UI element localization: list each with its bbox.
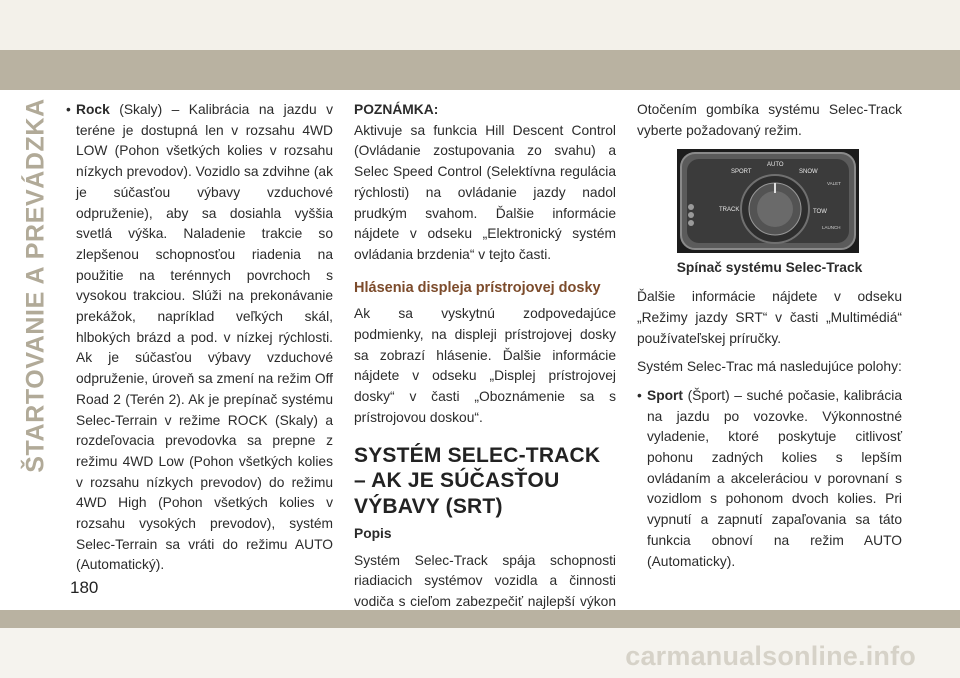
sport-term: Sport bbox=[647, 387, 684, 403]
figure-caption: Spínač systému Selec-Track bbox=[676, 260, 863, 276]
page-number: 180 bbox=[70, 578, 99, 597]
label-snow: SNOW bbox=[799, 169, 818, 176]
top-band bbox=[0, 0, 960, 50]
note-title: POZNÁMKA: bbox=[354, 102, 439, 117]
label-auto: AUTO bbox=[767, 162, 784, 169]
note-text: Aktivuje sa funkcia Hill Descent Control (Ovládanie zostupovania zo svahu) a Selec Speed Control (Selektívna regulácia rýchlosti) na ovládanie jazdy nadol prudkým svahom. Ďalšie informácie nájdete v odseku „Elektronický systém ovládania brzdenia“ v tejto časti. bbox=[354, 122, 616, 262]
bullet-dot: • bbox=[66, 102, 71, 117]
selec-track-switch-image bbox=[677, 149, 859, 253]
sport-text: (Šport) – suché počasie, kalibrácia na jazdu po vozovke. Výkonnostné vyladenie, ktoré poskytuje citlivosť pohonu zadných kolies s lepším ovládaním a akceleráciou v porovnaní s vozidlom s pohonom dvoch kolies. Pri vypnutí a zapnutí zapaľovania sa táto funkcia obnoví na režim AUTO (Automaticky). bbox=[647, 387, 902, 569]
label-sport: SPORT bbox=[731, 169, 752, 176]
intro-text: Otočením gombíka systému Selec-Track vyberte požadovaný režim. bbox=[637, 102, 902, 138]
label-track: TRACK bbox=[719, 207, 740, 214]
column-3 bbox=[637, 100, 902, 572]
cluster-messages-heading: Hlásenia displeja prístrojovej dosky bbox=[354, 279, 601, 296]
sport-bullet bbox=[637, 386, 902, 572]
header-bar bbox=[0, 50, 960, 90]
more-info-text: Ďalšie informácie nájdete v odseku „Režimy jazdy SRT“ v časti „Multimédiá“ používateľskej príručky. bbox=[637, 289, 902, 346]
selec-track-switch-figure bbox=[677, 149, 859, 253]
positions-intro: Systém Selec-Trac má nasledujúce polohy: bbox=[637, 359, 902, 375]
rock-bullet bbox=[66, 100, 333, 576]
section-heading: SYSTÉM SELEC-TRACK – AK JE SÚČASŤOU VÝBAVY (SRT) bbox=[354, 443, 601, 518]
footer-bar bbox=[0, 610, 960, 628]
label-tow: TOW bbox=[813, 209, 827, 216]
label-launch: LAUNCH bbox=[822, 225, 841, 231]
column-2 bbox=[354, 100, 616, 634]
bullet-dot: • bbox=[637, 387, 642, 403]
label-valet: VALET bbox=[827, 181, 841, 187]
column-1 bbox=[66, 100, 333, 576]
watermark: carmanualsonline.info bbox=[625, 641, 916, 671]
cluster-messages-text: Ak sa vyskytnú zodpovedajúce podmienky, na displeji prístrojovej dosky sa zobrazí hlásenie. Ďalšie informácie nájdete v odseku „Displej prístrojovej dosky“ v časti „Oboznámenie sa s prístrojovou doskou“. bbox=[354, 306, 616, 425]
popis-label: Popis bbox=[354, 526, 392, 542]
popis-text: Systém Selec-Track spája schopnosti riadiacich systémov vozidla a činnosti vodiča s cieľom zabezpečiť najlepší výkon bbox=[354, 552, 616, 610]
rock-text: (Skaly) – Kalibrácia na jazdu v teréne je dostupná len v rozsahu 4WD LOW (Pohon všetkých kolies v rozsahu nízkych prevodov). Vozidlo sa zdvihne (ak je súčasťou výbavy vzduchové odpruženie), aby sa dosiahla vyššia svetlá výška. Naladenie trakcie so zlepšenou schopnosťou riadenia na použitie na terénnych povrchoch s vysokou trakciou. Slúži na prekonávanie prekážok, napríklad veľkých skál, hlbokých brázd a pod. v nízkej rýchlosti. Ak je súčasťou výbavy vzduchové odpruženie, úroveň sa zmení na režim Off Road 2 (Terén 2). Ak je prepínač systému Selec-Terrain v režime ROCK (Skaly) a rozdeľovacia prevodovka sa prepne z režimu 4WD Low (Pohon všetkých kolies v rozsahu nízkych prevodov) do režimu 4WD High (Pohon všetkých kolies v rozsahu vysokých prevodov), systém Selec-Terrain sa vráti do režimu AUTO (Automatický). bbox=[76, 102, 334, 573]
rock-term: Rock bbox=[76, 102, 110, 117]
chapter-title: ŠTARTOVANIE A PREVÁDZKA bbox=[21, 97, 50, 473]
chapter-tab bbox=[14, 97, 58, 473]
